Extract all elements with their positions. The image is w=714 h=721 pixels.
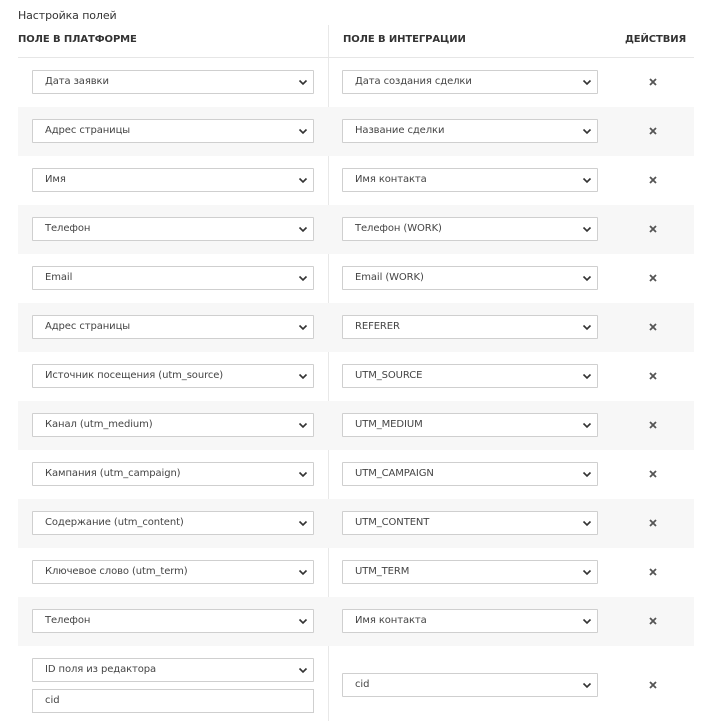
- table-row: [18, 156, 694, 205]
- chevron-down-icon: [297, 223, 309, 235]
- integration-field-value: UTM_CAMPAIGN: [355, 468, 434, 479]
- platform-field-value: Кампания (utm_campaign): [45, 468, 181, 479]
- integration-field-value: Дата создания сделки: [355, 76, 472, 87]
- table-row: [18, 352, 694, 401]
- table-row: [18, 205, 694, 254]
- section-title: Настройка полей: [18, 9, 117, 22]
- platform-field-select[interactable]: [32, 609, 314, 633]
- integration-field-value: REFERER: [355, 321, 400, 332]
- chevron-down-icon: [581, 76, 593, 88]
- platform-field-select[interactable]: [32, 168, 314, 192]
- chevron-down-icon: [297, 370, 309, 382]
- close-icon: [649, 421, 657, 429]
- platform-field-value: Канал (utm_medium): [45, 419, 153, 430]
- chevron-down-icon: [581, 321, 593, 333]
- chevron-down-icon: [297, 664, 309, 676]
- chevron-down-icon: [581, 174, 593, 186]
- platform-field-value: Адрес страницы: [45, 321, 131, 332]
- platform-field-value: Телефон: [45, 223, 91, 234]
- delete-row-button[interactable]: [644, 367, 662, 385]
- integration-field-select[interactable]: [342, 364, 598, 388]
- chevron-down-icon: [297, 174, 309, 186]
- integration-field-select[interactable]: [342, 70, 598, 94]
- chevron-down-icon: [297, 419, 309, 431]
- platform-field-value: Содержание (utm_content): [45, 517, 184, 528]
- table-row: [18, 303, 694, 352]
- integration-field-value: UTM_TERM: [355, 566, 410, 577]
- chevron-down-icon: [581, 419, 593, 431]
- integration-field-select[interactable]: [342, 609, 598, 633]
- chevron-down-icon: [297, 125, 309, 137]
- integration-field-select[interactable]: [342, 266, 598, 290]
- delete-row-button[interactable]: [644, 416, 662, 434]
- close-icon: [649, 323, 657, 331]
- integration-field-value: Email (WORK): [355, 272, 424, 283]
- integration-field-value: UTM_SOURCE: [355, 370, 423, 381]
- chevron-down-icon: [297, 468, 309, 480]
- integration-field-value: UTM_CONTENT: [355, 517, 430, 528]
- chevron-down-icon: [581, 679, 593, 691]
- header-platform-field: ПОЛЕ В ПЛАТФОРМЕ: [18, 34, 137, 45]
- delete-row-button[interactable]: [644, 318, 662, 336]
- platform-field-select[interactable]: [32, 462, 314, 486]
- table-row: [18, 646, 694, 721]
- platform-field-select[interactable]: [32, 70, 314, 94]
- field-mapping-table: [18, 25, 694, 721]
- platform-field-value: Телефон: [45, 615, 91, 626]
- table-row: [18, 597, 694, 646]
- delete-row-button[interactable]: [644, 465, 662, 483]
- table-row: [18, 107, 694, 156]
- close-icon: [649, 127, 657, 135]
- chevron-down-icon: [297, 321, 309, 333]
- close-icon: [649, 225, 657, 233]
- close-icon: [649, 78, 657, 86]
- platform-field-value: Email: [45, 272, 73, 283]
- chevron-down-icon: [581, 370, 593, 382]
- table-row: [18, 548, 694, 597]
- platform-field-select[interactable]: [32, 560, 314, 584]
- delete-row-button[interactable]: [644, 122, 662, 140]
- platform-field-select[interactable]: [32, 217, 314, 241]
- platform-field-value: Адрес страницы: [45, 125, 131, 136]
- delete-row-button[interactable]: [644, 171, 662, 189]
- integration-field-select[interactable]: [342, 462, 598, 486]
- platform-field-value: Дата заявки: [45, 76, 109, 87]
- platform-field-select[interactable]: [32, 658, 314, 682]
- delete-row-button[interactable]: [644, 676, 662, 694]
- integration-field-value: Имя контакта: [355, 174, 427, 185]
- close-icon: [649, 274, 657, 282]
- chevron-down-icon: [581, 615, 593, 627]
- delete-row-button[interactable]: [644, 563, 662, 581]
- close-icon: [649, 617, 657, 625]
- integration-field-select[interactable]: [342, 217, 598, 241]
- integration-field-select[interactable]: [342, 168, 598, 192]
- delete-row-button[interactable]: [644, 514, 662, 532]
- integration-field-value: Название сделки: [355, 125, 445, 136]
- platform-field-select[interactable]: [32, 413, 314, 437]
- chevron-down-icon: [581, 468, 593, 480]
- table-row: [18, 401, 694, 450]
- platform-field-value: Имя: [45, 174, 66, 185]
- chevron-down-icon: [297, 272, 309, 284]
- chevron-down-icon: [297, 615, 309, 627]
- platform-field-value: Ключевое слово (utm_term): [45, 566, 188, 577]
- editor-field-id-input[interactable]: cid: [32, 689, 314, 713]
- platform-field-select[interactable]: [32, 364, 314, 388]
- close-icon: [649, 470, 657, 478]
- table-row: [18, 499, 694, 548]
- integration-field-select[interactable]: [342, 119, 598, 143]
- close-icon: [649, 568, 657, 576]
- chevron-down-icon: [297, 566, 309, 578]
- integration-field-select[interactable]: [342, 560, 598, 584]
- integration-field-select[interactable]: [342, 511, 598, 535]
- integration-field-select[interactable]: [342, 413, 598, 437]
- chevron-down-icon: [581, 125, 593, 137]
- platform-field-select[interactable]: [32, 315, 314, 339]
- integration-field-select[interactable]: [342, 315, 598, 339]
- integration-field-value: Имя контакта: [355, 615, 427, 626]
- platform-field-value: ID поля из редактора: [45, 664, 157, 675]
- delete-row-button[interactable]: [644, 220, 662, 238]
- integration-field-value: UTM_MEDIUM: [355, 419, 423, 430]
- platform-field-value: Источник посещения (utm_source): [45, 370, 224, 381]
- close-icon: [649, 519, 657, 527]
- chevron-down-icon: [581, 272, 593, 284]
- header-actions: ДЕЙСТВИЯ: [625, 34, 687, 45]
- delete-row-button[interactable]: [644, 269, 662, 287]
- platform-field-select[interactable]: [32, 119, 314, 143]
- table-row: [18, 254, 694, 303]
- chevron-down-icon: [297, 76, 309, 88]
- chevron-down-icon: [581, 517, 593, 529]
- table-row: [18, 58, 694, 107]
- delete-row-button[interactable]: [644, 73, 662, 91]
- integration-field-value: Телефон (WORK): [355, 223, 442, 234]
- close-icon: [649, 372, 657, 380]
- chevron-down-icon: [581, 223, 593, 235]
- platform-field-select[interactable]: [32, 266, 314, 290]
- integration-field-select[interactable]: [342, 673, 598, 697]
- platform-field-select[interactable]: [32, 511, 314, 535]
- chevron-down-icon: [297, 517, 309, 529]
- delete-row-button[interactable]: [644, 612, 662, 630]
- table-row: [18, 450, 694, 499]
- header-integration-field: ПОЛЕ В ИНТЕГРАЦИИ: [343, 34, 466, 45]
- close-icon: [649, 681, 657, 689]
- close-icon: [649, 176, 657, 184]
- integration-field-value: cid: [355, 679, 370, 690]
- table-header: [18, 25, 694, 58]
- chevron-down-icon: [581, 566, 593, 578]
